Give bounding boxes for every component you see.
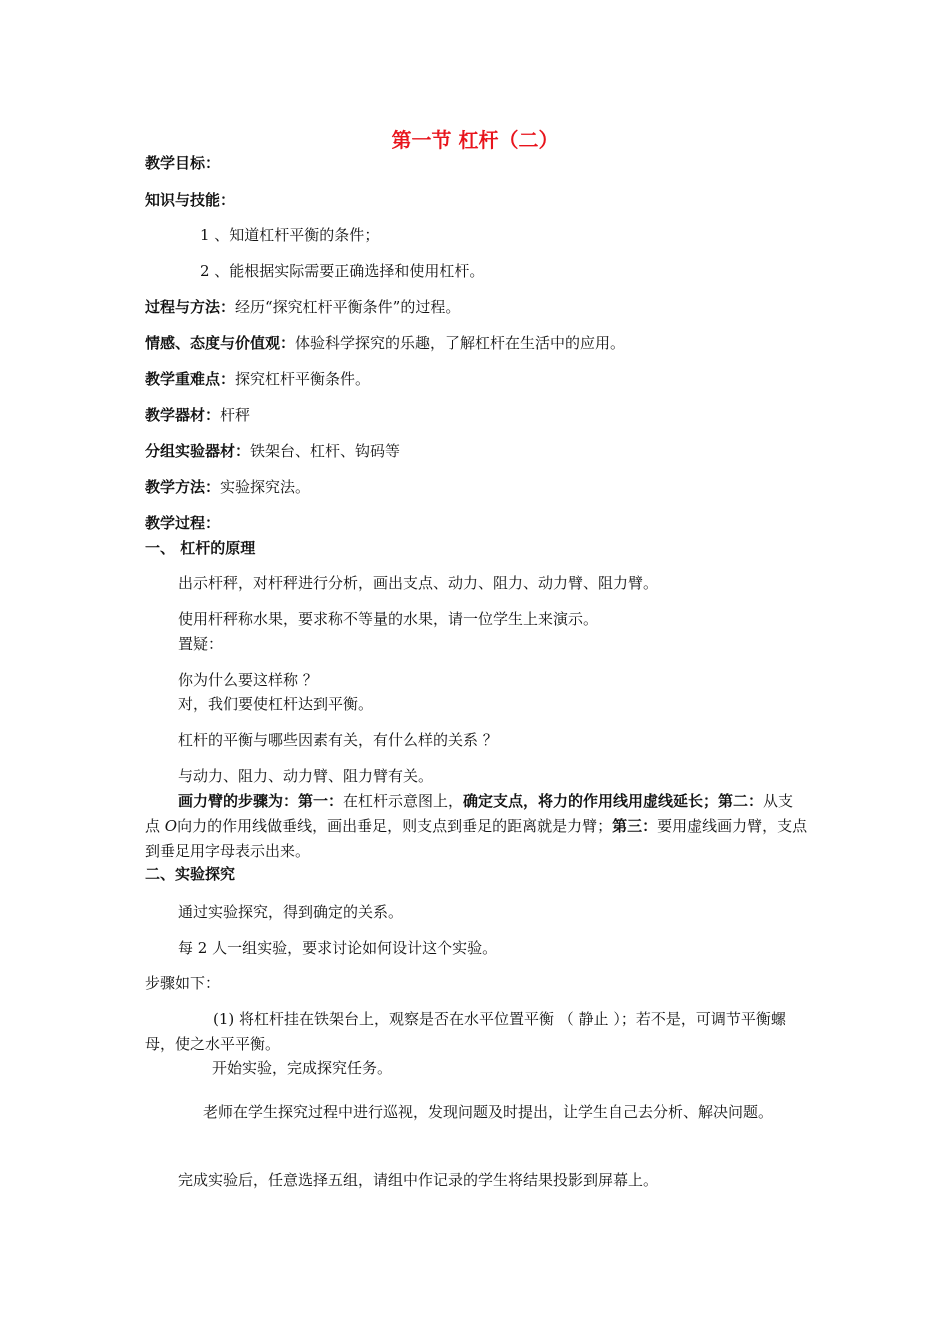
emotion-line <box>145 333 625 353</box>
key-points-text: 探究杠杆平衡条件。 <box>235 370 371 388</box>
section2-paragraph: 步骤如下： <box>145 974 221 992</box>
section1-heading: 一、 杠杆的原理 <box>145 539 256 557</box>
section1-paragraph: 对，我们要使杠杆达到平衡。 <box>178 695 374 713</box>
equipment-line <box>145 405 250 425</box>
group-equipment-label: 分组实验器材： <box>145 442 251 460</box>
force-arm-text: 在杠杆示意图上， <box>343 792 464 810</box>
process-heading: 教学过程： <box>145 514 221 532</box>
equipment-text: 杆秤 <box>220 406 251 424</box>
section1-paragraph: 与动力、阻力、动力臂、阻力臂有关。 <box>178 767 434 785</box>
section2-paragraph: 开始实验，完成探究任务。 <box>212 1059 393 1077</box>
group-equipment-line <box>145 441 400 461</box>
force-arm-step-label: 确定支点，将力的作用线用虚线延长；第二： <box>463 792 764 810</box>
process-method-label: 过程与方法： <box>145 298 236 316</box>
section2-paragraph: 每 2 人一组实验，要求讨论如何设计这个实验。 <box>178 939 498 957</box>
section1-paragraph: 出示杆秤，对杆秤进行分析，画出支点、动力、阻力、动力臂、阻力臂。 <box>178 574 659 592</box>
step-item-1: (1) 将杠杆挂在铁架台上，观察是否在水平位置平衡 （ 静止 ）；若不是，可调节平衡螺母，使之水平平衡。 <box>145 1010 786 1053</box>
section2-paragraph: 完成实验后，任意选择五组，请组中作记录的学生将结果投影到屏幕上。 <box>178 1171 659 1189</box>
force-arm-step-label: 画力臂的步骤为：第一： <box>178 792 344 810</box>
goals-heading: 教学目标： <box>145 154 221 172</box>
section1-paragraph: 置疑： <box>178 635 224 653</box>
section1-paragraph: 杠杆的平衡与哪些因素有关，有什么样的关系 ？ <box>178 731 498 749</box>
method-text: 实验探究法。 <box>220 478 311 496</box>
goal-item-1: 1 、知道杠杆平衡的条件； <box>200 226 380 244</box>
force-arm-step-label: 第三： <box>612 817 658 835</box>
section2-heading: 二、实验探究 <box>145 865 236 883</box>
section1-paragraph: 使用杆秤称水果，要求称不等量的水果，请一位学生上来演示。 <box>178 610 599 628</box>
force-arm-text: 向力的作用线做垂线，画出垂足，则支点到垂足的距离就是力臂； <box>177 817 613 835</box>
equipment-label: 教学器材： <box>145 406 221 424</box>
force-arm-text: 从支点 <box>145 792 794 835</box>
force-arm-text: 要用虚线画力臂，支点到垂足用字母表示出来。 <box>145 817 808 860</box>
process-method-line <box>145 297 460 317</box>
section2-paragraph: 通过实验探究，得到确定的关系。 <box>178 903 404 921</box>
method-label: 教学方法： <box>145 478 221 496</box>
section2-paragraph: 老师在学生探究过程中进行巡视，发现问题及时提出，让学生自己去分析、解决问题。 <box>203 1103 774 1121</box>
section1-paragraph: 你为什么要这样称 ？ <box>178 671 318 689</box>
key-points-label: 教学重难点： <box>145 370 236 388</box>
force-arm-steps <box>145 789 808 864</box>
key-points-line <box>145 369 370 389</box>
pivot-symbol: O <box>164 817 178 835</box>
page-title: 第一节 杠杆（二） <box>391 128 559 152</box>
emotion-label: 情感、态度与价值观： <box>145 334 296 352</box>
process-method-text: 经历“探究杠杆平衡条件”的过程。 <box>235 298 461 316</box>
goal-item-2: 2 、能根据实际需要正确选择和使用杠杆。 <box>200 262 485 280</box>
knowledge-heading: 知识与技能： <box>145 191 236 209</box>
emotion-text: 体验科学探究的乐趣，了解杠杆在生活中的应用。 <box>295 334 626 352</box>
method-line <box>145 477 310 497</box>
group-equipment-text: 铁架台、杠杆、钩码等 <box>250 442 401 460</box>
